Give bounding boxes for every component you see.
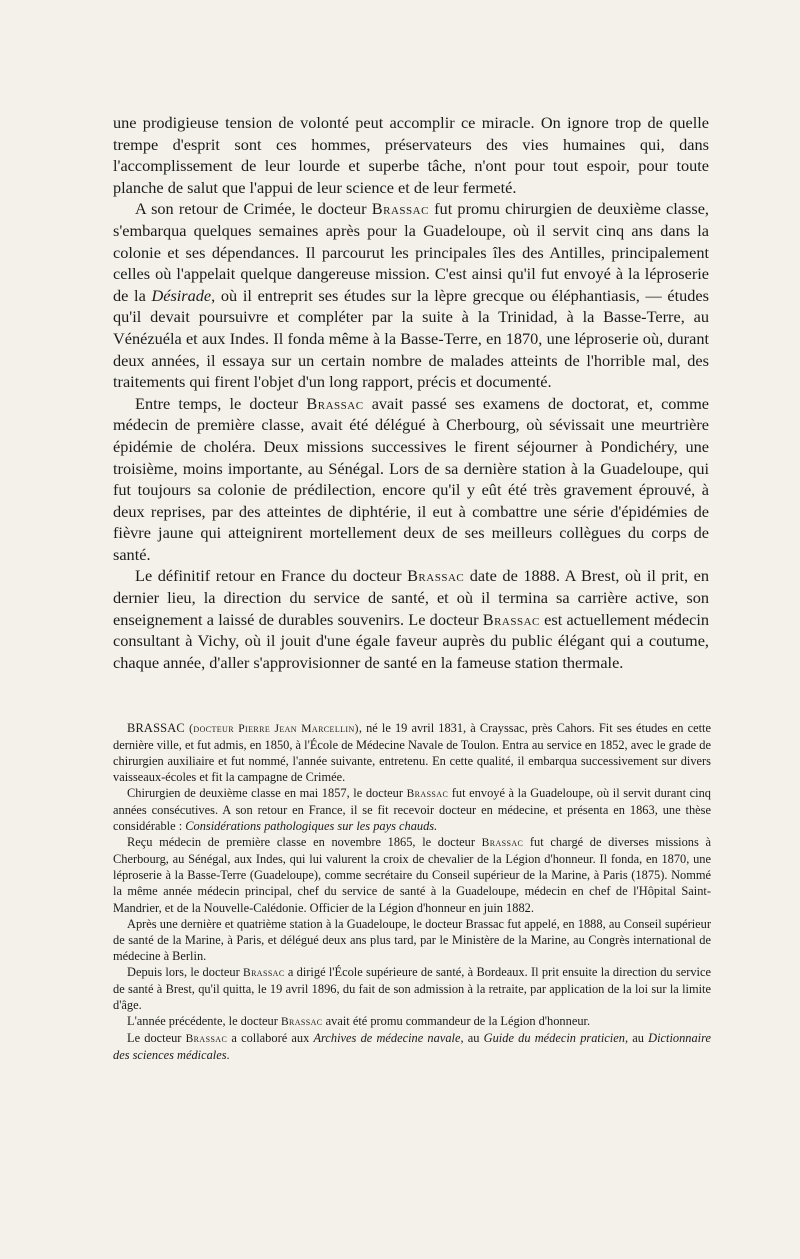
- note-4: Après une dernière et quatrième station à la Guadeloupe, le docteur Brassac fut appelé, en 1888, au Conseil supérieur de santé de la Marine, à Paris, et délégué deux ans plus tard, par le Ministère de la Marine, au Congrès international de médecine à Berlin.: [113, 916, 711, 963]
- person-name: Brassac: [407, 566, 465, 586]
- person-name: Brassac: [306, 393, 364, 413]
- note-1: BRASSAC (docteur Pierre Jean Marcellin), né le 19 avril 1831, à Crayssac, près Cahors. Fit ses études en cette dernière ville, et fut admis, en 1850, à l'École de Médecine Navale de Toulon. Entra au service en 1852, avec le grade de chirurgien auxiliaire et fut nommé, l'année suivante, entretenu. En cette qualité, il embarqua successivement sur divers vaisseaux-écoles et fit la campagne de Crimée.: [113, 721, 711, 785]
- main-text: [113, 112, 709, 673]
- paragraph-2: A son retour de Crimée, le docteur Brassac fut promu chirurgien de deuxième classe, s'embarqua quelques semaines après pour la Guadeloupe, où il servit cinq ans dans la colonie et ses dépendances. Il parcourut les principales îles des Antilles, principalement celles où l'appelait quelque dangereuse mission. C'est ainsi qu'il fut envoyé à la léproserie de la Désirade, où il entreprit ses études sur la lèpre grecque ou éléphantiasis, — études qu'il devait poursuivre et compléter par la suite à la Trinidad, à la Basse-Terre, au Vénézuéla et aux Indes. Il fonda même à la Basse-Terre, en 1870, une léproserie où, durant deux années, il essaya sur un certain nombre de malades atteints de l'horrible mal, des traitements qui firent l'objet d'un long rapport, précis et documenté.: [113, 199, 709, 392]
- note-5: Depuis lors, le docteur Brassac a dirigé l'École supérieure de santé, à Bordeaux. Il prit ensuite la direction du service de santé à Brest, qu'il quitta, le 19 avril 1896, du fait de son admission à la retraite, par application de la loi sur la limite d'âge.: [113, 964, 711, 1012]
- note-7: Le docteur Brassac a collaboré aux Archives de médecine navale, au Guide du médecin praticien, au Dictionnaire des sciences médicales.: [113, 1030, 711, 1062]
- paragraph-1: une prodigieuse tension de volonté peut accomplir ce miracle. On ignore trop de quelle trempe d'esprit sont ces hommes, préservateurs des vies humaines qui, dans l'accomplissement de leur lourde et superbe tâche, n'ont pour tout espoir, pour toute planche de salut que l'appui de leur science et de leur fermeté.: [113, 113, 709, 197]
- place-name: Désirade: [151, 285, 212, 305]
- note-3: Reçu médecin de première classe en novembre 1865, le docteur Brassac fut chargé de diverses missions à Cherbourg, au Sénégal, aux Indes, qui lui valurent la croix de chevalier de la Légion d'honneur. Il fonda, en 1870, une léproserie à la Basse-Terre (Guadeloupe), comme secrétaire du Conseil supérieur de la Marine, à Paris (1875). Nommé la même année médecin principal, chef du service de santé à la Guadeloupe, médecin en chef de l'Hôpital Saint-Mandrier, et de la Nouvelle-Calédonie. Officier de la Légion d'honneur en juin 1882.: [113, 835, 711, 915]
- paragraph-4: Le définitif retour en France du docteur Brassac date de 1888. A Brest, où il prit, en dernier lieu, la direction du service de santé, et où il termina sa carrière active, son enseignement a laissé de durables souvenirs. Le docteur Brassac est actuellement médecin consultant à Vichy, où il jouit d'une égale faveur auprès du public élégant qui a coutume, chaque année, d'aller s'approvisionner de santé en la fameuse station thermale.: [113, 566, 710, 672]
- thesis-title: Considérations pathologiques sur les pays chauds.: [185, 819, 438, 834]
- biography-notes: [113, 720, 711, 1063]
- bio-title: (docteur Pierre Jean Marcellin): [184, 723, 359, 735]
- publication-title: Guide du médecin praticien: [483, 1030, 625, 1045]
- publication-title: Archives de médecine navale: [313, 1030, 461, 1045]
- publication-title: Dictionnaire des sciences médicales: [113, 1030, 711, 1062]
- note-2: Chirurgien de deuxième classe en mai 1857, le docteur Brassac fut envoyé à la Guadeloupe, où il servit durant cinq années consécutives. A son retour en France, il se fit recevoir docteur en médecine, et présenta en 1863, une thèse considérable : Considérations pathologiques sur les pays chauds.: [113, 786, 711, 834]
- bio-name: BRASSAC: [127, 721, 185, 735]
- note-6: L'année précédente, le docteur Brassac avait été promu commandeur de la Légion d'honneur.: [127, 1013, 591, 1028]
- paragraph-3: Entre temps, le docteur Brassac avait passé ses examens de doctorat, et, comme médecin de première classe, avait été délégué à Cherbourg, où sévissait une meurtrière épidémie de choléra. Deux missions successives le firent séjourner à Pondichéry, une troisième, moins importante, au Sénégal. Lors de sa dernière station à la Guadeloupe, qui fut toujours sa colonie de prédilection, encore qu'il y eût été très gravement éprouvé, à deux reprises, par des atteintes de diphtérie, il eut à combattre une série d'épidémies de fièvre jaune qui atteignirent mortellement deux de ses meilleurs collègues du corps de santé.: [113, 393, 709, 564]
- person-name: Brassac: [371, 199, 429, 219]
- person-name: Brassac: [482, 609, 540, 629]
